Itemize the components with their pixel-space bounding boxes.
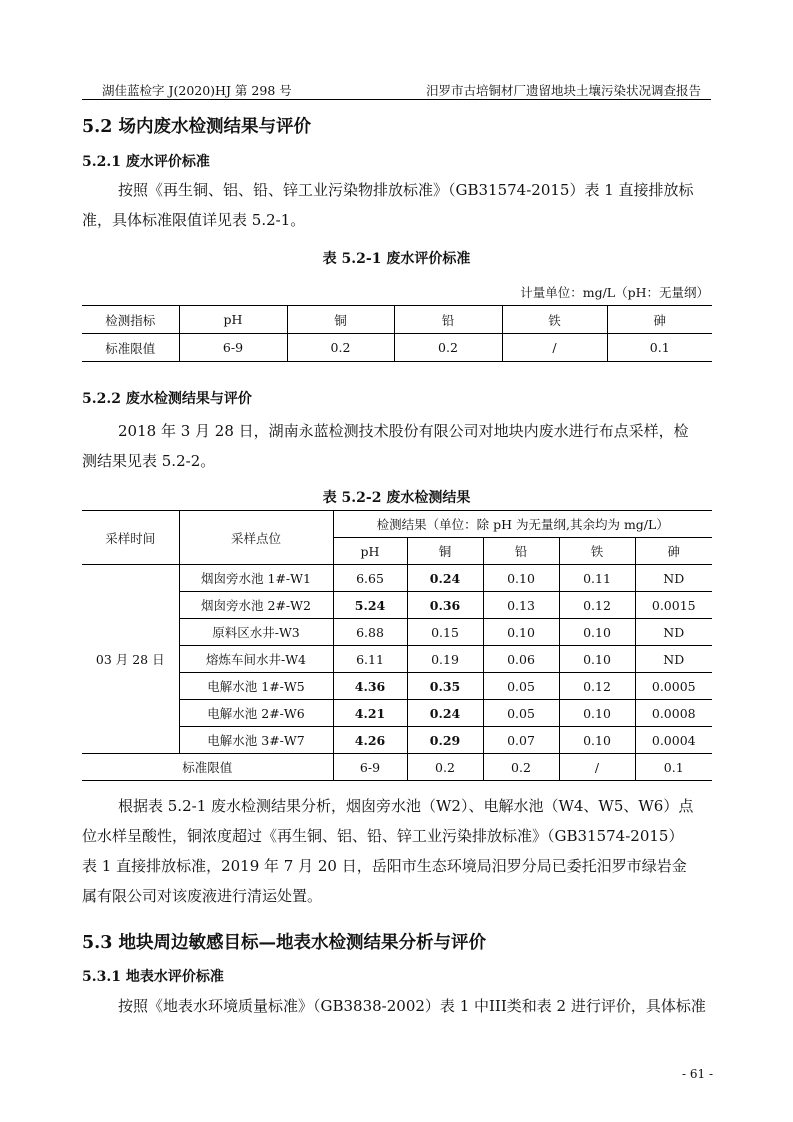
ph-value: 6.88: [333, 619, 407, 646]
header-cell: 铜: [287, 306, 394, 334]
subheader-cell: 铅: [483, 538, 559, 565]
arsenic-value: ND: [635, 619, 712, 646]
ph-value: 4.26: [333, 727, 407, 754]
section-5-2-2-paragraph: [82, 416, 714, 476]
iron-value: 0.11: [559, 565, 635, 592]
lead-value: 0.05: [483, 673, 559, 700]
header-report-title: 汨罗市古培铜材厂遗留地块土壤污染状况调查报告: [425, 83, 701, 98]
sampling-point: 熔炼车间水井-W4: [179, 646, 333, 673]
lead-value: 0.06: [483, 646, 559, 673]
subheader-cell: 铁: [559, 538, 635, 565]
header-results: 检测结果（单位：除 pH 为无量纲,其余均为 mg/L）: [333, 511, 712, 538]
paragraph-line: 表 1 直接排放标准，2019 年 7 月 20 日，岳阳市生态环境局汨罗分局已委托汨罗市绿岩金: [82, 857, 687, 875]
section-5-2-1-paragraph: [82, 175, 714, 235]
wastewater-results-table: [82, 510, 712, 781]
iron-value: 0.10: [559, 646, 635, 673]
sampling-point: 电解水池 1#-W5: [179, 673, 333, 700]
arsenic-value: 0.0005: [635, 673, 712, 700]
sampling-point: 原料区水井-W3: [179, 619, 333, 646]
header-sampling-time: 采样时间: [82, 511, 179, 565]
copper-value: 0.35: [407, 673, 483, 700]
copper-value: 0.36: [407, 592, 483, 619]
ph-value: 5.24: [333, 592, 407, 619]
section-5-3-1-title: 5.3.1 地表水评价标准: [82, 969, 224, 985]
paragraph-line: 测结果见表 5.2-2。: [82, 452, 216, 470]
section-5-3-1-paragraph: [82, 991, 714, 1021]
limit-value: 6-9: [333, 754, 407, 781]
sampling-point: 电解水池 3#-W7: [179, 727, 333, 754]
table-header-row: [82, 306, 712, 334]
table-row: [82, 334, 712, 362]
header-report-number: 湖佳蓝检字 J(2020)HJ 第 298 号: [102, 83, 292, 98]
header-cell: 铁: [502, 306, 607, 334]
arsenic-value: ND: [635, 646, 712, 673]
table-5-2-2-caption: 表 5.2-2 废水检测结果: [322, 490, 471, 506]
section-5-2-2-title: 5.2.2 废水检测结果与评价: [82, 391, 252, 407]
paragraph-line: 2018 年 3 月 28 日，湖南永蓝检测技术股份有限公司对地块内废水进行布点采样，检: [118, 422, 689, 440]
paragraph-line: 按照《地表水环境质量标准》（GB3838-2002）表 1 中III类和表 2 进行评价，具体标准: [118, 997, 706, 1015]
lead-value: 0.10: [483, 565, 559, 592]
section-5-3-title: 5.3 地块周边敏感目标—地表水检测结果分析与评价: [82, 933, 487, 953]
lead-value: 0.07: [483, 727, 559, 754]
paragraph-line: 根据表 5.2-1 废水检测结果分析，烟囱旁水池（W2）、电解水池（W4、W5、W6）点: [118, 797, 694, 815]
header-cell: 铅: [394, 306, 502, 334]
arsenic-value: ND: [635, 565, 712, 592]
copper-value: 0.24: [407, 700, 483, 727]
section-5-2-1-title: 5.2.1 废水评价标准: [82, 154, 210, 170]
iron-value: 0.10: [559, 619, 635, 646]
page-number: - 61 -: [682, 1067, 714, 1081]
header-cell: pH: [179, 306, 287, 334]
paragraph-line: 属有限公司对该废液进行清运处置。: [82, 887, 323, 905]
table-header-row: [82, 511, 712, 538]
table-cell: 0.2: [287, 334, 394, 362]
sampling-point: 烟囱旁水池 2#-W2: [179, 592, 333, 619]
ph-value: 6.11: [333, 646, 407, 673]
sampling-point: 烟囱旁水池 1#-W1: [179, 565, 333, 592]
limit-value: /: [559, 754, 635, 781]
lead-value: 0.10: [483, 619, 559, 646]
copper-value: 0.19: [407, 646, 483, 673]
subheader-cell: 铜: [407, 538, 483, 565]
table-cell: 0.1: [607, 334, 712, 362]
table-5-2-1-unit: 计量单位：mg/L（pH：无量纲）: [520, 285, 709, 300]
table-cell: 标准限值: [82, 334, 179, 362]
table-5-2-1-caption: 表 5.2-1 废水评价标准: [322, 251, 471, 267]
limit-value: 0.2: [407, 754, 483, 781]
iron-value: 0.10: [559, 700, 635, 727]
subheader-cell: 砷: [635, 538, 712, 565]
ph-value: 4.21: [333, 700, 407, 727]
analysis-paragraph: [82, 791, 714, 911]
arsenic-value: 0.0008: [635, 700, 712, 727]
table-cell: /: [502, 334, 607, 362]
sampling-date: 03 月 28 日: [82, 565, 179, 754]
iron-value: 0.12: [559, 592, 635, 619]
limit-value: 0.2: [483, 754, 559, 781]
standard-limits-table: [82, 305, 712, 362]
limit-label: 标准限值: [82, 754, 333, 781]
arsenic-value: 0.0004: [635, 727, 712, 754]
table-row: [82, 565, 712, 592]
iron-value: 0.10: [559, 727, 635, 754]
copper-value: 0.15: [407, 619, 483, 646]
table-cell: 6-9: [179, 334, 287, 362]
sampling-point: 电解水池 2#-W6: [179, 700, 333, 727]
copper-value: 0.24: [407, 565, 483, 592]
paragraph-line: 准，具体标准限值详见表 5.2-1。: [82, 211, 306, 229]
limit-value: 0.1: [635, 754, 712, 781]
table-cell: 0.2: [394, 334, 502, 362]
paragraph-line: 按照《再生铜、铝、铅、锌工业污染物排放标准》（GB31574-2015）表 1 直接排放标: [118, 181, 694, 199]
lead-value: 0.13: [483, 592, 559, 619]
header-sampling-point: 采样点位: [179, 511, 333, 565]
header-cell: 检测指标: [82, 306, 179, 334]
lead-value: 0.05: [483, 700, 559, 727]
ph-value: 6.65: [333, 565, 407, 592]
header-cell: 砷: [607, 306, 712, 334]
iron-value: 0.12: [559, 673, 635, 700]
ph-value: 4.36: [333, 673, 407, 700]
paragraph-line: 位水样呈酸性，铜浓度超过《再生铜、铝、铅、锌工业污染排放标准》（GB31574-2015）: [82, 827, 684, 845]
page-header: [82, 79, 711, 100]
arsenic-value: 0.0015: [635, 592, 712, 619]
subheader-cell: pH: [333, 538, 407, 565]
table-limit-row: [82, 754, 712, 781]
section-5-2-title: 5.2 场内废水检测结果与评价: [82, 117, 312, 137]
copper-value: 0.29: [407, 727, 483, 754]
